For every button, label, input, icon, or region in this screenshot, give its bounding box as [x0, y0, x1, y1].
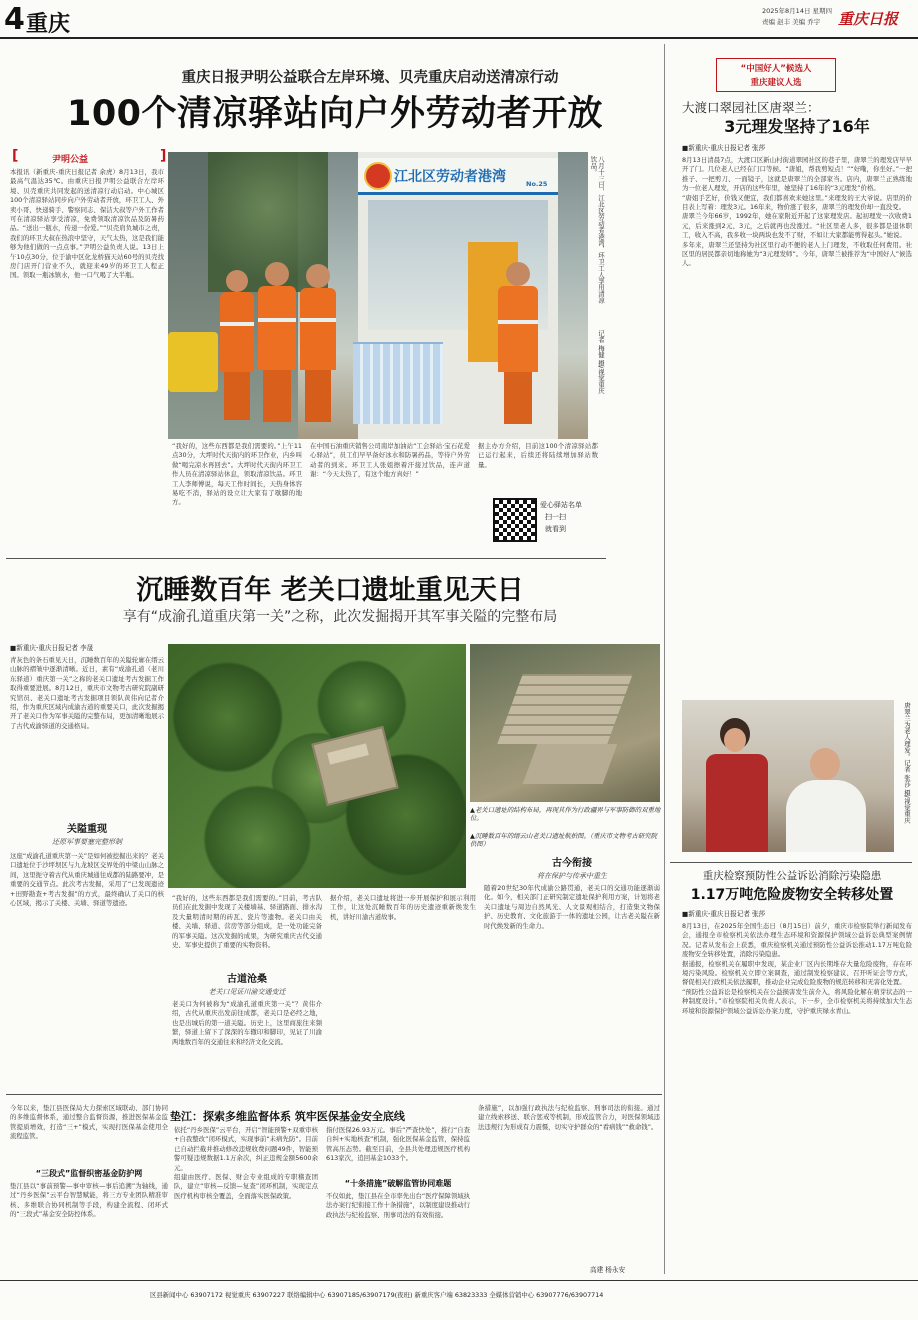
lead-bottom-rule	[6, 558, 606, 559]
right-top-body-col	[682, 156, 912, 696]
bottom-mid-body-col-2	[326, 1126, 470, 1172]
water-bottles	[353, 342, 443, 424]
relic-body-6: 随着20世纪30年代成渝公路贯通，老关口的交通功能逐渐弱化。如今，相关部门正研究制定遗址保护利用方案，计划将老关口遗址与周边自然风光、人文景观相结合，打造集文物保护、历史教育、文化旅游于一体的遗址公园，让古老关隘在新时代焕发新的生命力。	[484, 884, 660, 930]
relic-sub-1-sub: 还原军事要塞完整形制	[52, 838, 122, 846]
right-top-body-2: “唐姐手艺好，价钱又便宜，我们都喜欢来她这里。”来理发的王大爷说。店里的价目表上写着：理发3元。16年来，物价涨了很多，唐翠兰的理发价却一直没变。	[682, 193, 912, 212]
lead-photo	[168, 152, 588, 439]
relic-body-col-3	[172, 894, 322, 964]
relic-body-4: 老关口为何被称为“成渝孔道重庆第一关”？黄伟介绍，古代从重庆出发前往成都，老关口是必经之地，也是出城后的第一道关隘。历史上，这里商旅往来频繁，驿道上留下了深深的车辙印和脚印，见证了川渝两地数百年的交通往来和经济文化交流。	[172, 1000, 322, 1046]
lead-photo-credit	[592, 330, 604, 440]
good-person-tag	[716, 58, 836, 92]
relic-subhead: 享有“成渝孔道重庆第一关”之称，此次发掘揭开其军事关隘的完整布局	[122, 609, 558, 625]
lead-body-4: 据主办方介绍，目前这100个清凉驿站都已运行起来，后续还将陆续增加驿站数量。	[478, 442, 598, 469]
relic-sub-2-sub: 老关口见证川渝交通变迁	[208, 988, 286, 996]
bottom-right-credit: 高建 杨永安	[590, 1266, 626, 1274]
relic-body-col-5	[330, 894, 476, 1090]
union-emblem-icon	[364, 162, 392, 190]
lead-body-3: 在中国石油重庆销售公司南岸加油站“工会驿站·宝石花爱心驿站”，员工们早早备好冰水和防暑药品，等待户外劳动者的到来。环卫工人张姐擦着汗接过饮品，连声道谢：“今天太热了，有这个地方真好！”	[310, 442, 470, 479]
relic-photo-caption-2: ▲沉睡数百年的缙云山老关口遗址航拍图。（重庆市文物考古研究院供图）	[470, 832, 658, 849]
masthead	[0, 0, 918, 36]
right-bottom-byline: ■新重庆-重庆日报记者 张莎	[682, 910, 766, 918]
column-divider	[664, 44, 665, 1274]
brand-logo: 重庆日报	[838, 10, 899, 28]
relic-body-col-6	[484, 884, 660, 1090]
right-top-body-1: 8月13日清晨7点，大渡口区新山村街道翠园社区的巷子里，唐翠兰的理发店早早开了门。几位老人已经在门口等候。“唐姐，帮我剪短点！”“好嘞，你坐好。”一把推子、一把剪刀、一面镜子，这就是唐翠兰的全部家当。店内，唐翠兰正熟练地为一位老人理发，开店的这些年里，她坚持了16年的“3元理发”价格。	[682, 156, 912, 193]
excavation-site	[311, 726, 398, 806]
bottom-mid-body-3: 指付医保26.93万元。事后“严查快处”，推行“自查自纠+实地核查”机制，强化医保基金监管，保持监管高压态势。截至目前，全县共处理违规医疗机构613家次，追回基金1033个。	[326, 1126, 470, 1163]
good-person-tag-line-1: “中国好人”候选人	[740, 64, 812, 74]
lead-body-col-2	[172, 442, 302, 548]
lead-body-1: 本报讯（新重庆-重庆日报记者 余虎）8月13日，我市最高气温达35℃。由重庆日报尹明公益联合左岸环境、贝壳重庆共同发起的送清凉行动启动。中心城区100个清凉驿站同步向户外劳动者开放，环卫工人、外卖小哥、快递骑手、警察同志、保洁大叔等户外工作者可在清凉驿站享受清凉，免费领取清凉饮品及防暑药品。“送出一瓶水，传递一份爱。”“贝壳肩负城市之责，我们的环卫大叔在热浪中坚守，天气太热，这是我们能够为他们做的一点点事。”尹明公益负责人说。13日上午10点30分，位于渝中区化龙桥猫天站60号的贝壳找房门店开门营业不久，就迎来49岁的环卫工人程正国。领取一瓶冰镇水，他一口气喝了大半瓶。	[10, 168, 164, 280]
worker-2	[258, 262, 296, 422]
bottom-mid-body-1: 依托“丹乡医保”云平台，开启“智能预警+双重审核+自我整改”闭环模式，实现事前“未病先防”。目前已自动拦截并推动修改违规收费问题49件，智能预警可疑违规数据1.1万余次，纠正违规金额5600余元。	[174, 1126, 318, 1172]
masthead-rule	[0, 37, 918, 39]
right-bottom-body-col	[682, 922, 912, 1272]
qr-label-2: 扫一扫	[545, 513, 566, 521]
lead-photo-caption	[589, 156, 605, 306]
bottom-left-sub: “三段式”监督织密基金防护网	[35, 1169, 143, 1178]
right-bottom-body-3: “预防性公益诉讼是检察机关在公益损害发生前介入，将风险化解在萌芽状态的一种制度设计。”市检察院相关负责人表示，下一步，全市检察机关将持续加大生态环境和资源保护领域公益诉讼办案力度，守护重庆绿水青山。	[682, 987, 912, 1015]
lead-headline: 100个清凉驿站向户外劳动者开放	[66, 94, 604, 134]
relic-aerial-photo	[168, 644, 466, 888]
lead-body-col-4	[478, 442, 598, 492]
bottom-left-body-col	[10, 1104, 168, 1164]
bottom-mid-body-4: 不仅如此，垫江县在全市率先出台“医疗保障领域执法办案行纪衔接工作十条措施”，以制度建设推动行政执法与纪检监察、刑事司法的有效衔接。	[326, 1192, 470, 1219]
relic-byline: ■新重庆-重庆日报记者 李晟	[10, 644, 94, 652]
relic-body-2: 这座“成渝孔道重庆第一关”是如何被挖掘出来的？老关口遗址位于沙坪坝区与九龙坡区交界处的中梁山山脉之间，这里扼守着古代从重庆城通往成都的陆路要冲，是重要的交通节点。此次考古发掘，采用了“已发现遗迹+田野勘查+考古发掘”的方式，最终确认了关口的核心区域，揭示了关楼、关墙、驿道等遗迹。	[10, 852, 164, 908]
bottom-left-body-col-2	[10, 1182, 168, 1274]
stone-wall	[497, 674, 632, 744]
right-bottom-body-1: 8月13日，在2025年全国生态日（8月15日）前夕，重庆市检察院举行新闻发布会，通报全市检察机关依法办理生态环境和资源保护领域公益诉讼典型案例情况。记者从发布会上获悉，重庆检察机关通过预防性公益诉讼推动1.17万吨危险废物安全转移处置，消除污染隐患。	[682, 922, 912, 959]
bottom-mid-body-col-3	[326, 1192, 470, 1274]
relic-sub-2	[172, 970, 322, 997]
stone-step	[523, 744, 618, 784]
kiosk-sign-number: No.25	[526, 180, 548, 188]
right-bottom-headline: 1.17万吨危险废物安全转移处置	[690, 887, 894, 903]
relic-sub-3-title: 古今衔接	[552, 858, 592, 869]
relic-body-col-2	[10, 852, 164, 1092]
sanitation-cart	[168, 332, 218, 392]
relic-body-1: 青灰色的条石重见天日，沉睡数百年的关隘轮廓在缙云山脉的褶皱中逐渐清晰。近日，素有“成渝孔道（老川东驿道）重庆第一关”之称的老关口遗址考古发掘工作取得重要进展。8月12日，重庆市文物考古研究院副研究馆员、老关口遗址考古发掘项目领队黄伟向记者介绍，作为重庆区域内成渝古道的重要关口，此次发掘揭开了老关口作为军事关隘的完整布局，更加清晰地展示了古代成渝驿道的交通格局。	[10, 656, 164, 730]
qr-label-1: 爱心驿站名单	[540, 501, 582, 509]
bottom-right-body: 条措施”，以加强行政执法与纪检监察、刑事司法的衔接。通过建立线索移送、联合惩戒等机制，形成监管合力，对医保领域违法违规行为形成有力震慑，切实守护群众的“看病钱”“救命钱”。	[478, 1104, 660, 1131]
section-name: 重庆	[26, 12, 71, 37]
barber-photo-caption	[898, 702, 910, 852]
bottom-mid-sub: “十条措施”破解监管协同难题	[344, 1179, 452, 1188]
lead-photo-credit-text: 记者 梅健 摄/视觉重庆	[597, 330, 605, 394]
issue-date: 2025年8月14日 星期四	[762, 7, 833, 15]
editors: 责编 赵丰 美编 乔宇	[762, 18, 821, 26]
bottom-headline: 垫江：探索多维监督体系 筑牢医保基金安全底线	[170, 1110, 405, 1123]
relic-body-col-4	[172, 1000, 322, 1090]
relic-sub-3	[484, 854, 660, 881]
lead-photo-caption-text: 八月十三日，江北区劳动者港湾，环卫工人享用清凉饮品。	[589, 156, 605, 304]
relic-sub-1	[10, 820, 164, 847]
barber-figure	[702, 718, 772, 852]
relic-sub-1-title: 关隘重现	[67, 824, 107, 835]
bottom-left-body-2: 垫江县以“事前预警—事中审核—事后追溯”为轴线，通过“丹乡医保”云平台智慧赋能，将三方专业团队精准审核、多维联合协同机制等手段，构建全流程、闭环式的“三段式”基金安全防控体系。	[10, 1182, 168, 1219]
relic-detail-photo	[470, 644, 660, 802]
lead-tag-label: 尹明公益	[52, 155, 89, 165]
lead-body-col-3	[310, 442, 470, 548]
bottom-left-body-1: 今年以来，垫江县医保局大力探索区域联动、部门协同的多维监督体系，通过整合监督资源，推进医保基金监管提质增效，打造“三+”模式，实现打医保基金使用全流程监管。	[10, 1104, 168, 1141]
lead-body-2: “我好的，这些东西都是我们需要的。”上午11点30分，大坪时代天街内的环卫作业，内乡叫做“喝完凉水再回去”。大坪时代天街内环卫工作人员在清凉驿站休息，领取清凉饮品。环卫工人李师傅说，每天工作时间长，天热身体容易吃不消，驿站的设立让大家有了歇脚的地方。	[172, 442, 302, 507]
worker-3	[300, 264, 336, 422]
right-top-headline-1: 大渡口翠园社区唐翠兰：	[682, 100, 820, 115]
good-person-tag-line-2: 重庆建议人选	[750, 78, 802, 88]
right-top-body-4: 多年来，唐翠兰还坚持为社区里行动不便的老人上门理发，不收取任何费用。社区里的居民都亲切地称她为“3元理发师”。今年，唐翠兰被推荐为“中国好人”候选人。	[682, 240, 912, 268]
bottom-mid-body-2: 组建由医疗、医保、财会专业组成的专职稽查团队，建立“审核—反馈—复查”闭环机制，实现定点医疗机构审核全覆盖，全面落实医保政策。	[174, 1173, 318, 1200]
qr-label-3: 就看到	[545, 525, 566, 533]
right-mid-rule	[670, 862, 912, 863]
barber-photo-caption-text: 唐翠兰为老人理发。记者 张莎 摄/视觉重庆	[903, 702, 911, 824]
worker-1	[220, 270, 254, 420]
right-top-headline-2: 3元理发坚持了16年	[724, 117, 870, 136]
right-bottom-body-2: 据通报，检察机关在履职中发现，某企业厂区内长期堆存大量危险废物，存在环境污染风险。检察机关立即立案调查，通过制发检察建议、召开听证会等方式，督促相关行政机关依法履职，推动企业完成危险废物的规范转移和无害化处置。	[682, 959, 912, 987]
relic-photo-caption-1: ▲老关口遗址的结构布局，再现其作为行政疆界与军事防御的双重地位。	[470, 806, 661, 823]
right-bottom-kicker: 重庆检察预防性公益诉讼消除污染隐患	[702, 870, 882, 882]
lead-kicker: 重庆日报尹明公益联合左岸环境、贝壳重庆启动送清凉行动	[181, 70, 559, 86]
kiosk-sign-text: 江北区劳动者港湾	[394, 169, 506, 185]
relic-headline: 沉睡数百年 老关口遗址重见天日	[136, 575, 524, 606]
footer-contacts: 区县新闻中心 63907172 视觉重庆 63907227 联络编辑中心 63907185/63907179(夜班) 新重庆客户端 63823333 全媒体营销中心 63907776/63907714	[150, 1291, 604, 1299]
barber-photo	[682, 700, 894, 852]
relic-body-5: 据介绍，老关口遗址将进一步开展保护和展示利用工作，让这处沉睡数百年的历史遗迹重新焕发生机，讲好川渝古道故事。	[330, 894, 476, 921]
kiosk-sign	[358, 158, 558, 195]
right-top-body-3: 唐翠兰今年66岁，1992年，她在家附近开起了这家理发店。起初理发一次收费1元，后来涨到2元、3元，之后就再也没涨过。“社区里老人多，很多都是退休职工，收入不高，我多收一块两块也发不了财，不如让大家都能剪得起头。”她说。	[682, 212, 912, 240]
relic-body-3: “我好的，这些东西都是我们需要的。”目前，考古队员们在此发掘中发现了关楼墙基、驿道路面、排水沟及大量明清时期的砖瓦、瓷片等遗物。老关口由关楼、关墙、驿道、营房等部分组成，是一处功能完备的军事关隘。这次发掘的成果，为研究重庆古代交通史、军事史提供了重要的实物资料。	[172, 894, 322, 950]
customer-figure	[786, 748, 866, 852]
relic-sub-2-title: 古道沧桑	[227, 974, 267, 985]
lead-body-col-1	[10, 168, 164, 548]
lead-tag: [ 尹明公益 ]	[12, 148, 167, 165]
bottom-mid-body-col-1	[174, 1126, 318, 1274]
right-top-byline: ■新重庆-重庆日报记者 张莎	[682, 144, 766, 152]
relic-body-col-1	[10, 656, 164, 816]
bottom-right-body-col	[478, 1104, 660, 1264]
qr-code[interactable]	[493, 498, 537, 542]
worker-4	[498, 262, 538, 424]
relic-bottom-rule	[6, 1094, 662, 1095]
page-number: 4	[4, 2, 25, 37]
footer-rule	[0, 1280, 918, 1281]
relic-sub-3-sub: 将在保护与传承中重生	[537, 872, 607, 880]
